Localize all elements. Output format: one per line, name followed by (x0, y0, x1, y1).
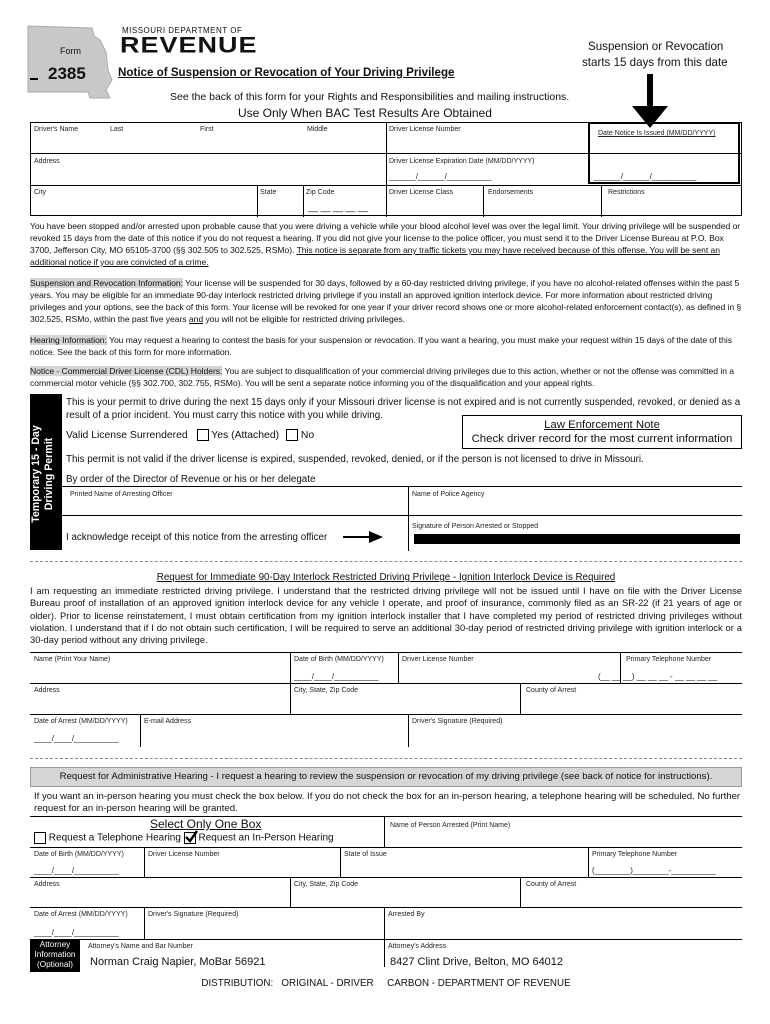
interlock-arrest-blank[interactable]: ____/____/__________ (34, 734, 119, 743)
permit-side-label-1: Temporary 15 - Day (30, 425, 42, 523)
checkmark-icon (184, 830, 198, 844)
restrictions-label: Restrictions (608, 189, 645, 196)
attorney-name-label: Attorney's Name and Bar Number (88, 943, 193, 950)
license-number-label: Driver License Number (389, 126, 461, 133)
interlock-title: Request for Immediate 90-Day Interlock Restricted Driving Privilege - Ignition Interlock Device is Required (156, 572, 616, 583)
hearing-state-label: State of Issue (344, 851, 387, 858)
notice-line-1: Suspension or Revocation (588, 40, 724, 53)
instructions: See the back of this form for your Rights and Responsibilities and mailing instructions. (170, 91, 570, 103)
interlock-name-label: Name (Print Your Name) (34, 656, 111, 663)
attorney-label-1: Attorney (39, 940, 71, 949)
signature-field[interactable] (414, 534, 740, 544)
attorney-name-value[interactable]: Norman Craig Napier, MoBar 56921 (90, 956, 266, 968)
attorney-side-box (30, 939, 80, 972)
yes-label: Yes (Attached) (211, 429, 280, 441)
hearing-text: If you want an in-person hearing you must check the box below. If you do not check the box for an in-person hearing, a telephone hearing will be scheduled. No further request for an in-person hearing will be granted. (34, 791, 741, 814)
bac-banner: Use Only When BAC Test Results Are Obtained (238, 106, 492, 120)
permit-side-label-2: Driving Permit (43, 437, 55, 511)
valid-license-label: Valid License Surrendered (66, 429, 188, 441)
attorney-label-3: (Optional) (37, 960, 73, 969)
form-title: Notice of Suspension or Revocation of Your Driving Privilege (118, 66, 455, 79)
acknowledge-text: I acknowledge receipt of this notice from the arresting officer (66, 532, 328, 543)
interlock-signature-label: Driver's Signature (Required) (412, 718, 503, 725)
interlock-dob-label: Date of Birth (MM/DD/YYYY) (294, 656, 384, 663)
body-paragraph-2: Suspension and Revocation Information: Your license will be suspended for 30 days, followed by a 60-day restricted driving privilege, if you have no alcohol-related offenses within the past 5 years. You may be eligible for an immediate 90-day interlock restricted driving privilege if you install an approved ignition interlock device. For more information about restricted driving privileges and your options, see the back of this form. Your license will be revoked for one year if your driver record shows one or more alcohol-related enforcement contact(s), as defined in § 302.525, RSMo, within the past five years and you will not be eligible for restricted driving privileges. (30, 278, 742, 324)
dept-line: MISSOURI DEPARTMENT OF (122, 26, 243, 35)
distribution-footer: DISTRIBUTION: ORIGINAL - DRIVER CARBON - DEPARTMENT OF REVENUE (201, 978, 571, 989)
interlock-arrest-date-label: Date of Arrest (MM/DD/YYYY) (34, 718, 128, 725)
by-order: By order of the Director of Revenue or his or her delegate (66, 474, 316, 485)
hearing-title-bar (30, 767, 742, 787)
suspension-info-heading: Suspension and Revocation Information: (30, 278, 183, 288)
yes-checkbox[interactable] (197, 429, 209, 441)
hearing-dob-label: Date of Birth (MM/DD/YYYY) (34, 851, 124, 858)
missouri-map-logo (20, 22, 120, 104)
interlock-license-label: Driver License Number (402, 656, 474, 663)
address-label: Address (34, 158, 60, 165)
interlock-dob-blank[interactable]: ____/____/__________ (294, 672, 379, 681)
city-label: City (34, 189, 47, 196)
hearing-dob-blank[interactable]: ____/____/__________ (34, 866, 119, 875)
body-paragraph-1: You have been stopped and/or arrested upon probable cause that you were driving a vehicle while your blood alcohol level was over the legal limit. Your driving privilege will be suspended or revoked 15 days from the date of this notice if you do not request a hearing. If you did not give your license to the police officer, you must send it to the Driver License Bureau at P.O. Box 3700, Jefferson City, MO 65105-3700 (§§ 302.505 to 302.525, RSMo). This notice is separate from any traffic tickets you may have received because of this offense. You will be sent an additional notice if you are convicted of a crime. (30, 221, 741, 267)
interlock-county-label: County of Arrest (526, 687, 577, 694)
hearing-license-label: Driver License Number (148, 851, 220, 858)
law-enforcement-note-box (462, 415, 742, 449)
telephone-checkbox[interactable] (34, 832, 46, 844)
interlock-table (30, 652, 742, 746)
interlock-phone-blank[interactable]: (__ __ __) __ __ __ - __ __ __ __ (598, 672, 718, 681)
permit-side-bar (30, 394, 62, 550)
hearing-arrest-date-label: Date of Arrest (MM/DD/YYYY) (34, 911, 128, 918)
hearing-phone-label: Primary Telephone Number (592, 851, 678, 858)
drivers-name-label: Driver's Name (34, 126, 79, 133)
police-agency-label: Name of Police Agency (412, 491, 485, 498)
body-paragraph-4: Notice - Commercial Driver License (CDL) Holders: You are subject to disqualification of your commercial driving privileges due to this action, whether or not the offense was committed in a commercial motor vehicle (§§ 302.700, 302.755, RSMo). You will be sent a separate notice informing you of the disqualification and your appeal rights. (30, 366, 735, 388)
in-person-label: Request an In-Person Hearing (198, 832, 334, 844)
zip-blank[interactable]: __ __ __ __ __ (308, 202, 369, 212)
hearing-options (34, 832, 334, 844)
valid-license-row (66, 429, 314, 441)
in-person-checkbox[interactable] (184, 832, 196, 844)
permit-text-1: This is your permit to drive during the next 15 days only if your Missouri driver license is not expired and is not currently suspended, revoked, or denied as a result of a prior incident. You must carry this notice with you while driving. (66, 397, 741, 421)
hearing-title: Request for Administrative Hearing - I request a hearing to review the suspension or revocation of my driving privilege (see back of notice for instructions). (59, 771, 713, 782)
interlock-email-label: E-mail Address (144, 718, 192, 725)
signature-label: Signature of Person Arrested or Stopped (412, 523, 539, 530)
form-label: Form (60, 46, 81, 56)
hearing-info-heading: Hearing Information: (30, 335, 107, 345)
first-label: First (200, 126, 214, 133)
hearing-address-label: Address (34, 881, 60, 888)
date-notice-blank[interactable]: ______/______/__________ (594, 172, 697, 181)
cdl-notice-heading: Notice - Commercial Driver License (CDL) Holders: (30, 366, 223, 376)
hearing-phone-blank[interactable]: (________)________-__________ (592, 866, 716, 875)
last-label: Last (110, 126, 124, 133)
date-notice-label: Date Notice Is Issued (MM/DD/YYYY) (598, 130, 716, 137)
arrested-by-label: Arrested By (388, 911, 425, 918)
endorsements-label: Endorsements (488, 189, 534, 196)
law-note-title: Law Enforcement Note (544, 419, 660, 431)
exp-date-blank[interactable]: ______/______/__________ (389, 172, 492, 181)
permit-not-valid: This permit is not valid if the driver license is expired, suspended, revoked, denied, or if the person is not licensed to drive in Missouri. (66, 454, 644, 465)
hearing-county-label: County of Arrest (526, 881, 577, 888)
hearing-signature-label: Driver's Signature (Required) (148, 911, 239, 918)
exp-date-label: Driver License Expiration Date (MM/DD/YYYY) (389, 158, 535, 165)
interlock-address-label: Address (34, 687, 60, 694)
no-label: No (300, 429, 315, 441)
brand-logo: REVENUE (120, 33, 258, 58)
no-checkbox[interactable] (286, 429, 298, 441)
hearing-person-name-label: Name of Person Arrested (Print Name) (390, 822, 511, 829)
divider-2 (30, 758, 742, 759)
hearing-arrest-blank[interactable]: ____/____/__________ (34, 928, 119, 937)
hearing-city-label: City, State, Zip Code (294, 881, 359, 888)
state-label: State (260, 189, 277, 196)
interlock-text: I am requesting an immediate restricted driving privilege. I understand that the restricted driving privilege will not be issued until I have on file with the Driver License Bureau proof of installation of an approved ignition interlock device for any vehicle I operate, and proof of insurance, commonly filed as an SR-22 (if 21 years of age or older). Prior to license reinstatement, I must obtain certification from my ignition interlock installer that I have completed my period of restricted driving privileges without violation. I understand that if I do not obtain such certification, I will be required to serve an additional 30-day period of restricted driving privilege with ignition interlock or a 30-day period without any driving privilege. (30, 585, 742, 646)
interlock-phone-label: Primary Telephone Number (626, 656, 712, 663)
notice-line-2: starts 15 days from this date (582, 56, 728, 69)
form-number: 2385 (48, 64, 86, 83)
body-paragraph-3: Hearing Information: You may request a hearing to contest the basis for your suspension or revocation. If you want a hearing, you must make your request within 15 days of the date of this notice. See the back of this form for more information. (30, 335, 732, 357)
form-number-line (30, 78, 38, 80)
attorney-label-2: Information (34, 950, 76, 959)
divider-1 (30, 561, 742, 562)
license-class-label: Driver License Class (389, 189, 454, 196)
attorney-address-value[interactable]: 8427 Clint Drive, Belton, MO 64012 (390, 956, 564, 968)
attorney-address-label: Attorney's Address (388, 943, 447, 950)
select-one-box: Select Only One Box (150, 817, 262, 831)
interlock-city-label: City, State, Zip Code (294, 687, 359, 694)
officer-name-label: Printed Name of Arresting Officer (70, 491, 173, 498)
telephone-label: Request a Telephone Hearing (48, 832, 181, 844)
body-paragraph-1-underlined: This notice is separate from any traffic tickets you may have received because of this offense. You will be sent an additional notice if you are convicted of a crime. (30, 245, 720, 267)
law-note-text: Check driver record for the most current information (471, 433, 733, 445)
middle-label: Middle (307, 126, 328, 133)
zip-label: Zip Code (306, 189, 335, 196)
right-arrow-icon (343, 530, 383, 544)
